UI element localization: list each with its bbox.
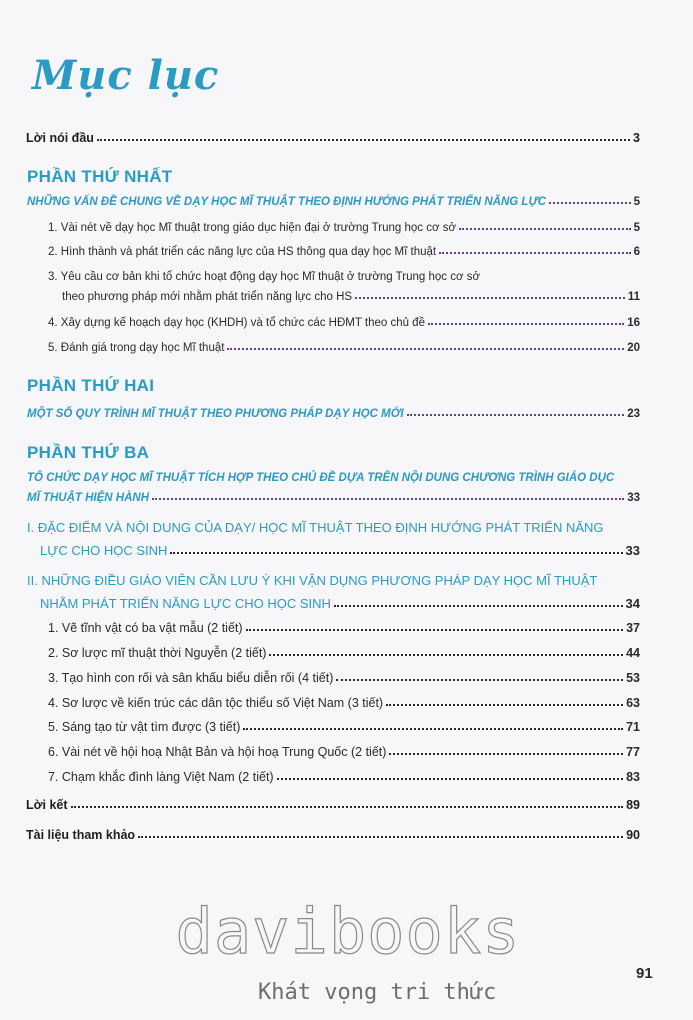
toc-item[interactable] xyxy=(48,770,640,784)
toc-item[interactable] xyxy=(48,646,640,660)
dot-leader xyxy=(243,728,623,730)
toc-item-line1: 3. Yêu cầu cơ bản khi tổ chức hoạt động dạy học Mĩ thuật ở trường Trung học cơ sở xyxy=(48,271,480,283)
toc-entry-label: 2. Sơ lược mĩ thuật thời Nguyễn (2 tiết) xyxy=(48,646,267,660)
watermark-brand: davibooks xyxy=(175,895,521,968)
toc-entry-label: 5. Sáng tạo từ vật tìm được (3 tiết) xyxy=(48,720,241,734)
page-number: 91 xyxy=(636,965,653,982)
dot-leader xyxy=(170,552,622,554)
dot-leader xyxy=(152,498,624,500)
dot-leader xyxy=(138,836,623,838)
toc-entry-page: 77 xyxy=(626,745,640,759)
toc-entry-label: 1. Vẽ tĩnh vật có ba vật mẫu (2 tiết) xyxy=(48,621,243,635)
toc-entry-label: MỘT SỐ QUY TRÌNH MĨ THUẬT THEO PHƯƠNG PHÁP DẠY HỌC MỚI xyxy=(27,408,404,420)
toc-entry-loi-ket[interactable] xyxy=(26,798,640,812)
toc-entry-label: 4. Xây dựng kế hoạch dạy học (KHDH) và tổ chức các HĐMT theo chủ đề xyxy=(48,317,425,329)
toc-entry-page: 3 xyxy=(633,131,640,145)
toc-entry-label: theo phương pháp mới nhằm phát triển năng lực cho HS xyxy=(62,291,353,303)
section1-line1: I. ĐẶC ĐIỂM VÀ NỘI DUNG CỦA DẠY/ HỌC MĨ THUẬT THEO ĐỊNH HƯỚNG PHÁT TRIỂN NĂNG xyxy=(27,520,604,535)
toc-entry-page: 63 xyxy=(626,696,640,710)
dot-leader xyxy=(97,139,630,141)
toc-entry-label: 6. Vài nét về hội hoạ Nhật Bản và hội hoạ Trung Quốc (2 tiết) xyxy=(48,745,387,759)
toc-item[interactable] xyxy=(48,246,640,258)
toc-entry-label: MĨ THUẬT HIỆN HÀNH xyxy=(27,492,150,504)
toc-entry-label: 3. Tạo hình con rối và sân khấu biểu diễn rối (4 tiết) xyxy=(48,671,334,685)
dot-leader xyxy=(336,679,623,681)
toc-entry-label: NHẰM PHÁT TRIỂN NĂNG LỰC CHO HỌC SINH xyxy=(40,596,331,611)
toc-item[interactable] xyxy=(48,745,640,759)
toc-entry-label: 5. Đánh giá trong dạy học Mĩ thuật xyxy=(48,342,225,354)
toc-entry-page: 71 xyxy=(626,720,640,734)
dot-leader xyxy=(334,605,623,607)
section2-line1: II. NHỮNG ĐIỀU GIÁO VIÊN CẦN LƯU Ý KHI VẬN DỤNG PHƯƠNG PHÁP DẠY HỌC MĨ THUẬT xyxy=(27,573,598,588)
toc-entry-label: Lời nói đầu xyxy=(26,131,94,145)
dot-leader xyxy=(439,252,631,254)
toc-entry-label: 7. Chạm khắc đình làng Việt Nam (2 tiết) xyxy=(48,770,274,784)
toc-entry-label: Lời kết xyxy=(26,798,68,812)
toc-entry-page: 89 xyxy=(626,798,640,812)
toc-entry-page: 34 xyxy=(625,596,640,611)
toc-entry-page: 20 xyxy=(627,342,640,354)
toc-entry-page: 53 xyxy=(626,671,640,685)
dot-leader xyxy=(549,202,631,204)
toc-entry-page: 5 xyxy=(633,196,640,208)
toc-entry-page: 23 xyxy=(627,408,640,420)
section1-entry[interactable] xyxy=(40,543,640,558)
toc-entry-page: 90 xyxy=(626,828,640,842)
toc-entry-label: LỰC CHO HỌC SINH xyxy=(40,543,168,558)
toc-entry-page: 16 xyxy=(627,317,640,329)
toc-item[interactable] xyxy=(62,291,640,303)
toc-entry-label: Tài liệu tham khảo xyxy=(26,828,136,842)
toc-entry-page: 44 xyxy=(626,646,640,660)
toc-item[interactable] xyxy=(48,621,640,635)
toc-entry-loi-noi-dau[interactable] xyxy=(26,131,640,145)
toc-item[interactable] xyxy=(48,696,640,710)
part3-subheading[interactable] xyxy=(27,492,640,504)
watermark-slogan: Khát vọng tri thức xyxy=(258,980,497,1005)
toc-entry-label: 4. Sơ lược về kiến trúc các dân tộc thiểu số Việt Nam (3 tiết) xyxy=(48,696,384,710)
part3-subheading-line1: TỔ CHỨC DẠY HỌC MĨ THUẬT TÍCH HỢP THEO CHỦ ĐỀ DỰA TRÊN NỘI DUNG CHƯƠNG TRÌNH GIÁO DỤC xyxy=(27,472,615,484)
toc-item[interactable] xyxy=(48,222,640,234)
toc-entry-label: NHỮNG VẤN ĐỀ CHUNG VỀ DẠY HỌC MĨ THUẬT THEO ĐỊNH HƯỚNG PHÁT TRIỂN NĂNG LỰC xyxy=(27,196,547,208)
toc-item[interactable] xyxy=(48,671,640,685)
toc-entry-label: 2. Hình thành và phát triển các năng lực của HS thông qua dạy học Mĩ thuật xyxy=(48,246,437,258)
toc-entry-page: 5 xyxy=(633,222,640,234)
page-title: Mục lục xyxy=(32,52,220,99)
toc-entry-page: 6 xyxy=(633,246,640,258)
dot-leader xyxy=(355,297,625,299)
part2-subheading[interactable] xyxy=(27,408,640,420)
toc-entry-page: 11 xyxy=(627,291,640,303)
part1-heading: PHẦN THỨ NHẤT xyxy=(27,167,173,186)
toc-item[interactable] xyxy=(48,720,640,734)
part2-heading: PHẦN THỨ HAI xyxy=(27,376,155,395)
dot-leader xyxy=(459,228,631,230)
toc-item[interactable] xyxy=(48,342,640,354)
dot-leader xyxy=(407,414,625,416)
dot-leader xyxy=(269,654,623,656)
toc-item[interactable] xyxy=(48,317,640,329)
dot-leader xyxy=(227,348,624,350)
toc-entry-page: 33 xyxy=(627,492,640,504)
part1-subheading[interactable] xyxy=(27,196,640,208)
dot-leader xyxy=(386,704,623,706)
toc-entry-page: 33 xyxy=(625,543,640,558)
toc-entry-label: 1. Vài nét về dạy học Mĩ thuật trong giáo dục hiện đại ở trường Trung học cơ sở xyxy=(48,222,457,234)
toc-entry-page: 37 xyxy=(626,621,640,635)
dot-leader xyxy=(428,323,624,325)
part3-heading: PHẦN THỨ BA xyxy=(27,443,150,462)
dot-leader xyxy=(277,778,624,780)
toc-entry-tai-lieu[interactable] xyxy=(26,828,640,842)
dot-leader xyxy=(389,753,623,755)
toc-entry-page: 83 xyxy=(626,770,640,784)
section2-entry[interactable] xyxy=(40,596,640,611)
dot-leader xyxy=(71,806,624,808)
dot-leader xyxy=(246,629,624,631)
